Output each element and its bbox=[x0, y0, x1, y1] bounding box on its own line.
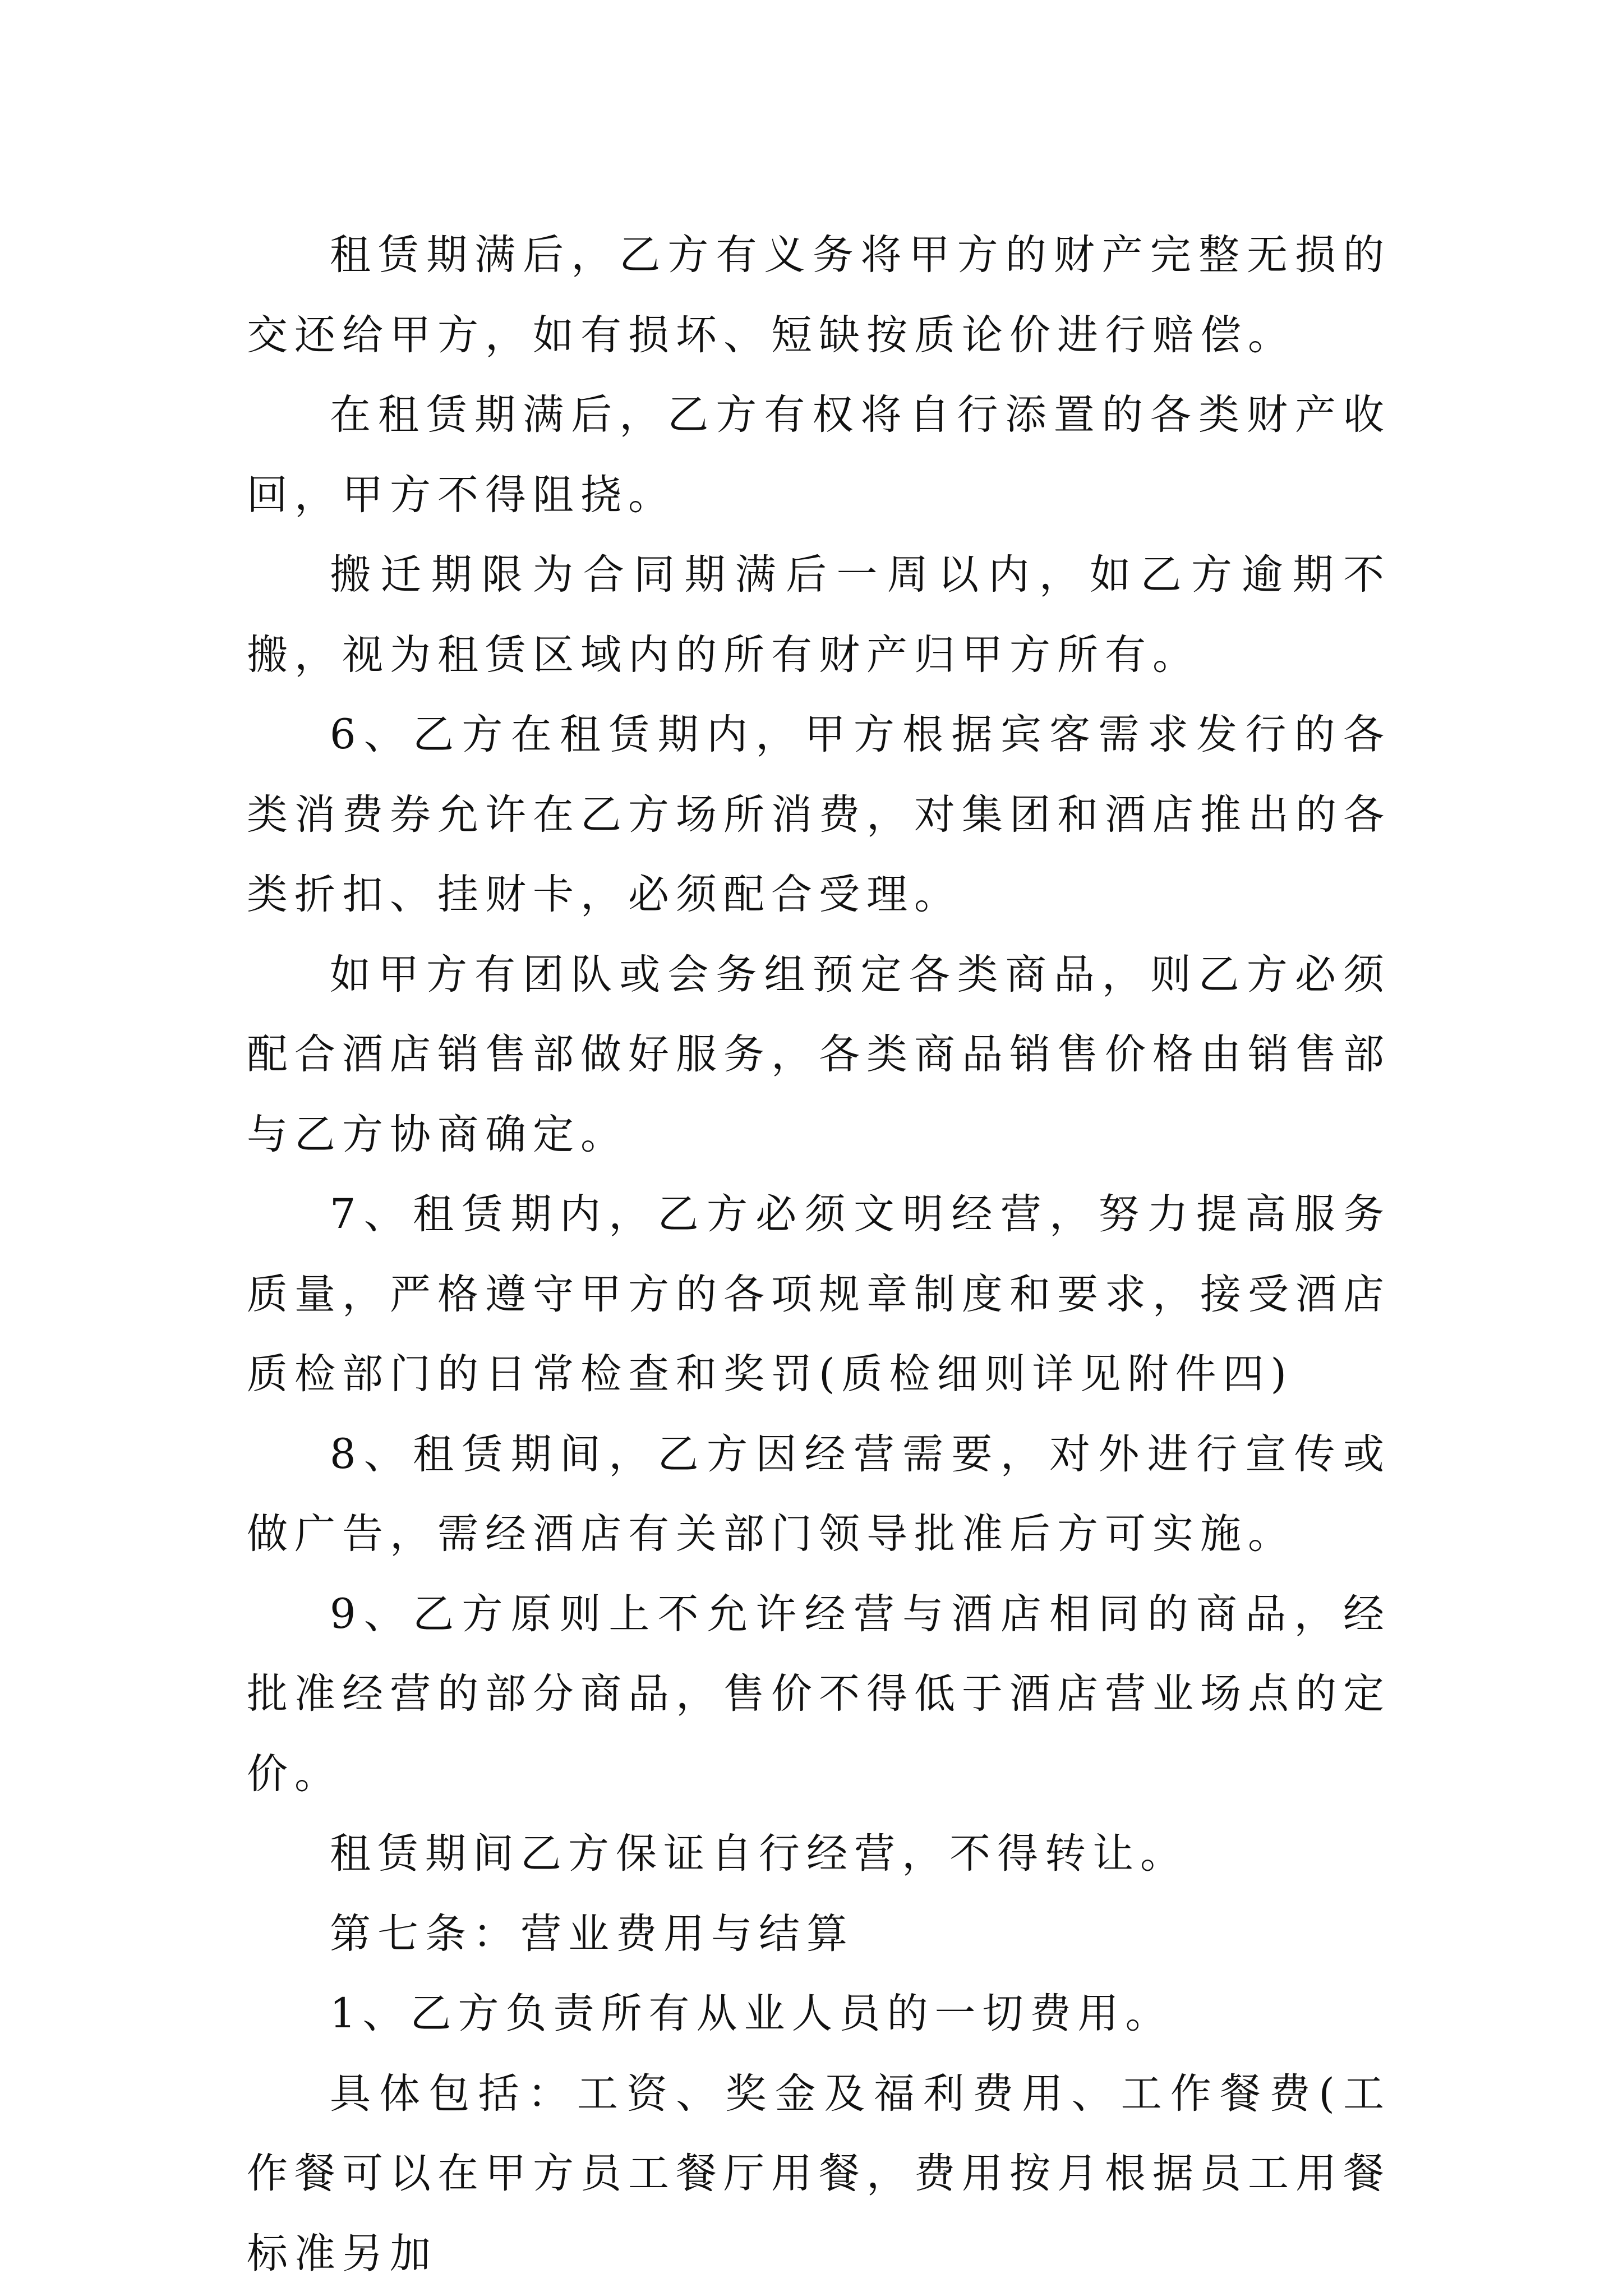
paragraph-clause-9-goods: 9、乙方原则上不允许经营与酒店相同的商品，经批准经营的部分商品，售价不得低于酒店营业场点的定价。 bbox=[247, 1590, 1391, 1798]
paragraph-group-bookings: 如甲方有团队或会务组预定各类商品，则乙方必须配合酒店销售部做好服务，各类商品销售价格由销售部与乙方协商确定。 bbox=[247, 950, 1391, 1158]
paragraph-reclaim-own-property: 在租赁期满后，乙方有权将自行添置的各类财产收回，甲方不得阻挠。 bbox=[247, 391, 1391, 519]
paragraph-staff-costs: 1、乙方负责所有从业人员的一切费用。 bbox=[330, 1990, 1173, 2037]
paragraph-cost-details: 具体包括：工资、奖金及福利费用、工作餐费(工作餐可以在甲方员工餐厅用餐，费用按月根据员工用餐标准另加 bbox=[247, 2069, 1391, 2277]
paragraph-no-transfer: 租赁期间乙方保证自行经营，不得转让。 bbox=[330, 1830, 1188, 1878]
section-heading-article-7: 第七条：营业费用与结算 bbox=[330, 1910, 854, 1958]
document-body bbox=[247, 215, 1391, 2294]
paragraph-clause-8-advertising: 8、租赁期间，乙方因经营需要，对外进行宣传或做广告，需经酒店有关部门领导批准后方可实施。 bbox=[247, 1430, 1391, 1558]
paragraph-relocation-deadline: 搬迁期限为合同期满后一周以内，如乙方逾期不搬，视为租赁区域内的所有财产归甲方所有。 bbox=[247, 551, 1391, 679]
paragraph-clause-7-civil-operation: 7、租赁期内，乙方必须文明经营，努力提高服务质量，严格遵守甲方的各项规章制度和要求，接受酒店质检部门的日常检查和奖罚(质检细则详见附件四) bbox=[247, 1190, 1391, 1398]
paragraph-clause-6-vouchers: 6、乙方在租赁期内，甲方根据宾客需求发行的各类消费券允许在乙方场所消费，对集团和酒店推出的各类折扣、挂财卡，必须配合受理。 bbox=[247, 711, 1391, 918]
paragraph-return-of-property: 租赁期满后，乙方有义务将甲方的财产完整无损的交还给甲方，如有损坏、短缺按质论价进行赔偿。 bbox=[247, 231, 1391, 359]
